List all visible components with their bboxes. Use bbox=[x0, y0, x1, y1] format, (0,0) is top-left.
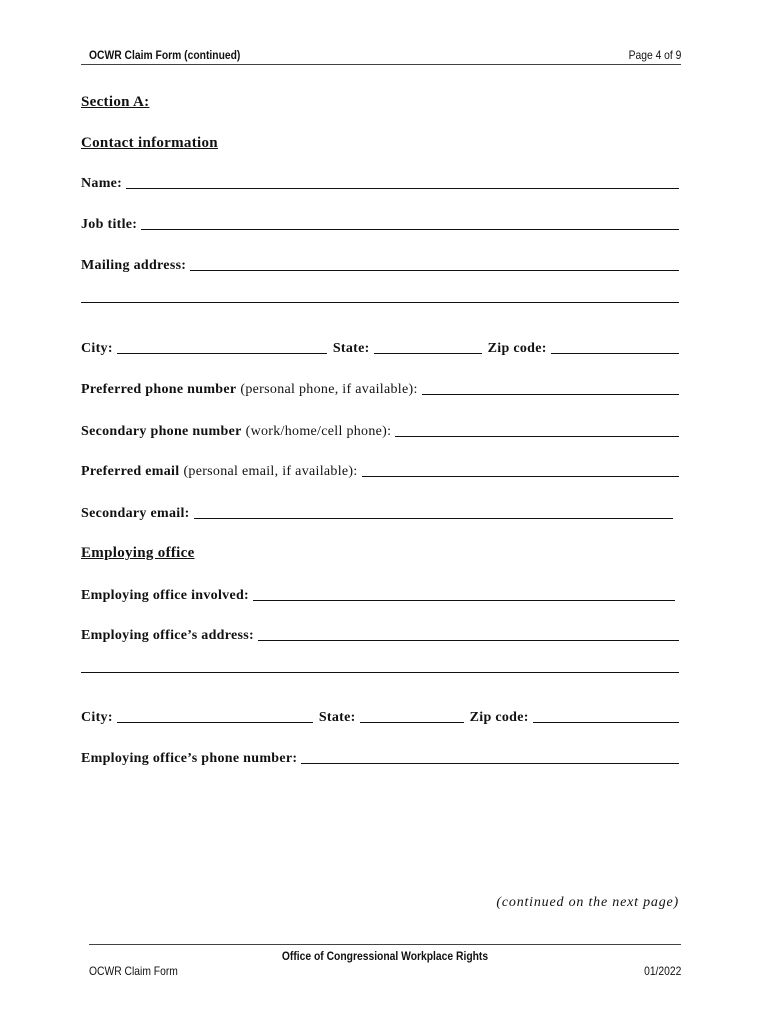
office-address-field[interactable] bbox=[258, 640, 679, 641]
continued-note: (continued on the next page) bbox=[496, 895, 679, 910]
office-involved-row bbox=[81, 588, 675, 608]
mailing-address-field-2[interactable] bbox=[81, 302, 679, 303]
footer-office-name: Office of Congressional Workplace Rights bbox=[281, 949, 489, 963]
office-address-row-2 bbox=[81, 670, 679, 690]
secondary-phone-field[interactable] bbox=[395, 436, 679, 437]
mailing-address-label: Mailing address: bbox=[81, 258, 187, 273]
secondary-email-label: Secondary email: bbox=[81, 506, 190, 521]
preferred-email-field[interactable] bbox=[362, 476, 679, 477]
office-phone-label: Employing office’s phone number: bbox=[81, 751, 298, 766]
preferred-email-row bbox=[81, 464, 679, 484]
job-title-field[interactable] bbox=[141, 229, 679, 230]
preferred-phone-field[interactable] bbox=[422, 394, 679, 395]
office-phone-row bbox=[81, 751, 679, 771]
preferred-phone-row bbox=[81, 382, 679, 402]
office-phone-field[interactable] bbox=[301, 763, 679, 764]
office-address-row bbox=[81, 628, 679, 648]
secondary-phone-label: Secondary phone number bbox=[81, 424, 242, 439]
header-form-title: OCWR Claim Form (continued) bbox=[89, 48, 241, 62]
office-involved-field[interactable] bbox=[253, 600, 675, 601]
footer-date: 01/2022 bbox=[643, 964, 681, 978]
preferred-email-label: Preferred email bbox=[81, 464, 180, 479]
preferred-phone-label: Preferred phone number bbox=[81, 382, 237, 397]
office-city-label: City: bbox=[81, 710, 113, 725]
secondary-email-row bbox=[81, 506, 673, 526]
office-city-field[interactable] bbox=[117, 722, 313, 723]
name-row bbox=[81, 176, 679, 196]
secondary-phone-note: (work/home/cell phone): bbox=[245, 424, 392, 439]
mailing-address-row-2 bbox=[81, 300, 679, 320]
contact-info-heading: Contact information bbox=[81, 135, 218, 151]
city-state-zip-row bbox=[81, 341, 679, 361]
office-zip-field[interactable] bbox=[533, 722, 679, 723]
job-title-row bbox=[81, 217, 679, 237]
preferred-phone-note: (personal phone, if available): bbox=[240, 382, 418, 397]
office-zip-label: Zip code: bbox=[469, 710, 529, 725]
job-title-label: Job title: bbox=[81, 217, 138, 232]
preferred-email-note: (personal email, if available): bbox=[183, 464, 358, 479]
zip-label: Zip code: bbox=[487, 341, 547, 356]
office-state-field[interactable] bbox=[360, 722, 464, 723]
office-city-state-zip-row bbox=[81, 710, 679, 730]
footer-form-name: OCWR Claim Form bbox=[89, 964, 178, 978]
header-page-number: Page 4 of 9 bbox=[628, 48, 681, 62]
secondary-email-field[interactable] bbox=[194, 518, 673, 519]
zip-field[interactable] bbox=[551, 353, 679, 354]
city-label: City: bbox=[81, 341, 113, 356]
employing-office-heading: Employing office bbox=[81, 545, 195, 561]
city-field[interactable] bbox=[117, 353, 327, 354]
mailing-address-row bbox=[81, 258, 679, 278]
state-label: State: bbox=[332, 341, 370, 356]
office-address-label: Employing office’s address: bbox=[81, 628, 254, 643]
header-rule bbox=[81, 64, 681, 65]
name-label: Name: bbox=[81, 176, 123, 191]
office-involved-label: Employing office involved: bbox=[81, 588, 250, 603]
mailing-address-field[interactable] bbox=[190, 270, 679, 271]
section-title: Section A: bbox=[81, 94, 150, 110]
secondary-phone-row bbox=[81, 424, 679, 444]
state-field[interactable] bbox=[374, 353, 482, 354]
office-state-label: State: bbox=[318, 710, 356, 725]
name-field[interactable] bbox=[126, 188, 679, 189]
office-address-field-2[interactable] bbox=[81, 672, 679, 673]
footer-rule bbox=[89, 944, 681, 945]
